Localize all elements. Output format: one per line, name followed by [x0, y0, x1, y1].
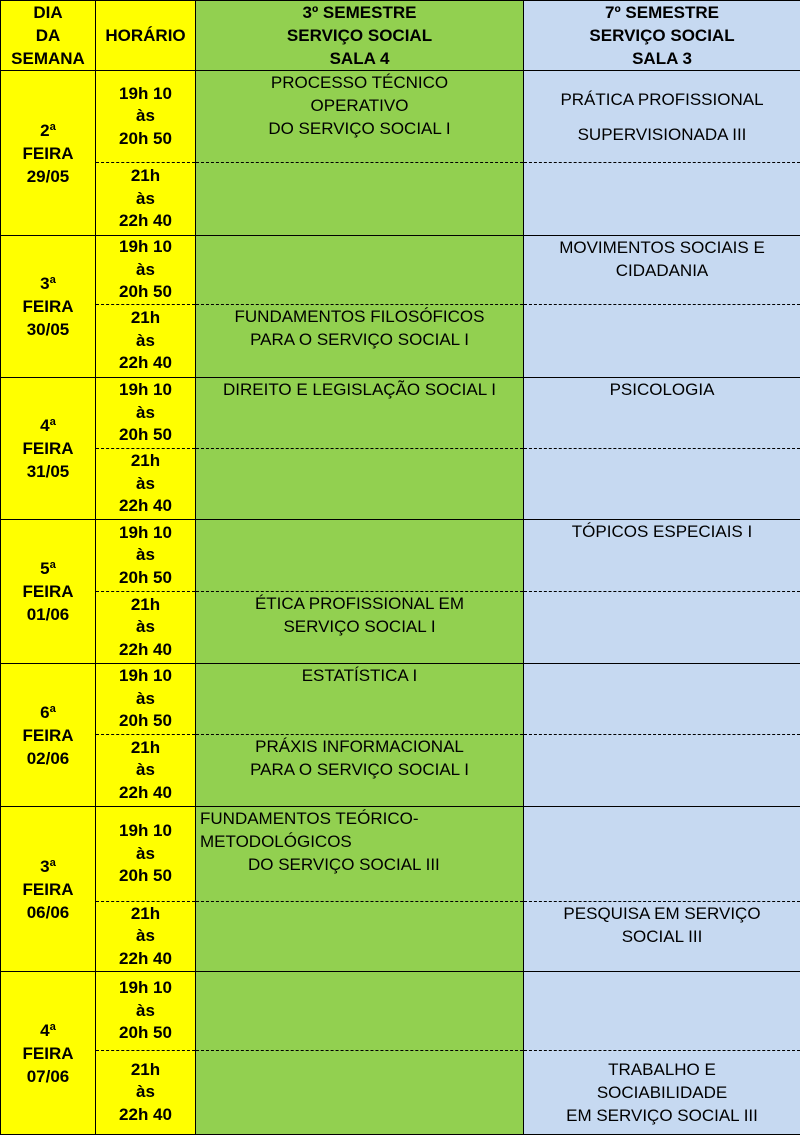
time-slot: 21h às 22h 40 — [96, 902, 196, 972]
course-cell-7th-semester — [524, 163, 800, 236]
schedule-row — [1, 71, 800, 163]
course-cell-3rd-semester — [196, 449, 524, 520]
time-slot: 21h às 22h 40 — [96, 305, 196, 378]
time-slot: 21h às 22h 40 — [96, 592, 196, 664]
schedule-row — [1, 449, 800, 520]
schedule-row — [1, 592, 800, 664]
course-cell-3rd-semester: PROCESSO TÉCNICO OPERATIVO DO SERVIÇO SOCIAL I — [196, 71, 524, 163]
time-slot: 19h 10 às 20h 50 — [96, 520, 196, 592]
time-slot: 19h 10 às 20h 50 — [96, 236, 196, 305]
schedule-row — [1, 807, 800, 902]
course-cell-3rd-semester: ESTATÍSTICA I — [196, 664, 524, 735]
header-3rd-semester: 3º SEMESTRE SERVIÇO SOCIAL SALA 4 — [196, 1, 524, 71]
course-cell-7th-semester: PRÁTICA PROFISSIONAL SUPERVISIONADA III — [524, 71, 800, 163]
schedule-row — [1, 664, 800, 735]
schedule-row — [1, 163, 800, 236]
course-cell-3rd-semester — [196, 163, 524, 236]
day-cell: 4ª FEIRA 07/06 — [1, 972, 96, 1135]
schedule-row — [1, 902, 800, 972]
time-slot: 19h 10 às 20h 50 — [96, 807, 196, 902]
course-cell-3rd-semester: FUNDAMENTOS TEÓRICO- METODOLÓGICOS DO SERVIÇO SOCIAL III — [196, 807, 524, 902]
course-cell-7th-semester — [524, 449, 800, 520]
day-cell: 6ª FEIRA 02/06 — [1, 664, 96, 807]
course-cell-7th-semester: PESQUISA EM SERVIÇO SOCIAL III — [524, 902, 800, 972]
schedule-row — [1, 735, 800, 807]
course-cell-7th-semester — [524, 592, 800, 664]
course-cell-3rd-semester — [196, 972, 524, 1051]
time-slot: 21h às 22h 40 — [96, 449, 196, 520]
course-cell-7th-semester: PSICOLOGIA — [524, 378, 800, 449]
course-cell-3rd-semester: FUNDAMENTOS FILOSÓFICOS PARA O SERVIÇO SOCIAL I — [196, 305, 524, 378]
day-cell: 5ª FEIRA 01/06 — [1, 520, 96, 664]
schedule-row — [1, 305, 800, 378]
time-slot: 19h 10 às 20h 50 — [96, 71, 196, 163]
day-cell: 3ª FEIRA 30/05 — [1, 236, 96, 378]
schedule-row — [1, 378, 800, 449]
course-cell-3rd-semester — [196, 1051, 524, 1135]
header-7th-semester: 7º SEMESTRE SERVIÇO SOCIAL SALA 3 — [524, 1, 800, 71]
schedule-row — [1, 236, 800, 305]
time-slot: 21h às 22h 40 — [96, 163, 196, 236]
time-slot: 21h às 22h 40 — [96, 1051, 196, 1135]
course-cell-3rd-semester: ÉTICA PROFISSIONAL EM SERVIÇO SOCIAL I — [196, 592, 524, 664]
day-cell: 4ª FEIRA 31/05 — [1, 378, 96, 520]
course-cell-7th-semester — [524, 807, 800, 902]
course-cell-3rd-semester — [196, 236, 524, 305]
day-cell: 3ª FEIRA 06/06 — [1, 807, 96, 972]
header-day-of-week: DIA DA SEMANA — [1, 1, 96, 71]
course-cell-7th-semester — [524, 735, 800, 807]
course-cell-7th-semester: TRABALHO E SOCIABILIDADE EM SERVIÇO SOCIAL III — [524, 1051, 800, 1135]
course-cell-3rd-semester: PRÁXIS INFORMACIONAL PARA O SERVIÇO SOCIAL I — [196, 735, 524, 807]
time-slot: 19h 10 às 20h 50 — [96, 378, 196, 449]
course-cell-3rd-semester — [196, 520, 524, 592]
time-slot: 19h 10 às 20h 50 — [96, 972, 196, 1051]
day-cell: 2ª FEIRA 29/05 — [1, 71, 96, 236]
course-cell-7th-semester: MOVIMENTOS SOCIAIS E CIDADANIA — [524, 236, 800, 305]
schedule-row — [1, 972, 800, 1051]
header-row — [1, 1, 800, 71]
course-cell-3rd-semester: DIREITO E LEGISLAÇÃO SOCIAL I — [196, 378, 524, 449]
course-cell-7th-semester — [524, 972, 800, 1051]
schedule-row — [1, 1051, 800, 1135]
course-cell-7th-semester: TÓPICOS ESPECIAIS I — [524, 520, 800, 592]
schedule-row — [1, 520, 800, 592]
time-slot: 19h 10 às 20h 50 — [96, 664, 196, 735]
course-cell-7th-semester — [524, 305, 800, 378]
course-cell-3rd-semester — [196, 902, 524, 972]
time-slot: 21h às 22h 40 — [96, 735, 196, 807]
course-cell-7th-semester — [524, 664, 800, 735]
header-time: HORÁRIO — [96, 1, 196, 71]
